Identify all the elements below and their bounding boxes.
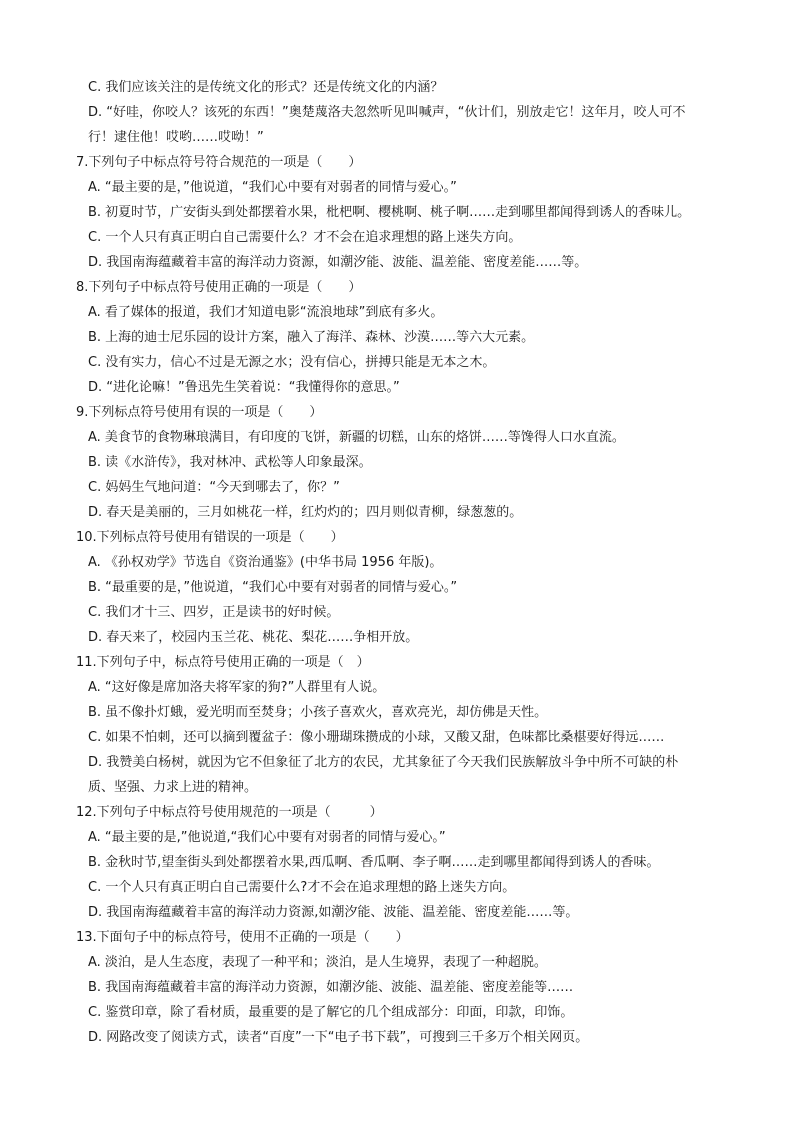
answer-option: C. 一个人只有真正明白自己需要什么?才不会在追求理想的路上迷失方向。 [88, 880, 516, 895]
question-stem: 8.下列句子中标点符号使用正确的一项是（ ） [76, 280, 362, 295]
answer-option: C. 没有实力，信心不过是无源之水；没有信心，拼搏只能是无本之木。 [88, 355, 496, 370]
answer-option: D. 我国南海蕴藏着丰富的海洋动力资源,如潮汐能、波能、温差能、密度差能……等。 [88, 905, 579, 920]
question-stem: 12.下列句子中标点符号使用规范的一项是（ ） [76, 805, 383, 820]
answer-option: D. 春天是美丽的，三月如桃花一样，红灼灼的；四月则似青柳，绿葱葱的。 [88, 505, 523, 520]
answer-option: B. 初夏时节，广安街头到处都摆着水果，枇杷啊、樱桃啊、桃子啊……走到哪里都闻得到诱人的香味儿。 [88, 205, 691, 220]
question-stem: 9.下列标点符号使用有误的一项是（ ） [76, 405, 323, 420]
answer-option: D. 网路改变了阅读方式，读者“百度”一下“电子书下载”，可搜到三千多万个相关网页。 [88, 1030, 589, 1045]
answer-option: B. 上海的迪士尼乐园的设计方案，融入了海洋、森林、沙漠……等六大元素。 [88, 330, 535, 345]
answer-option: A. 看了媒体的报道，我们才知道电影“流浪地球”到底有多火。 [88, 305, 444, 320]
answer-option: C. 如果不怕刺，还可以摘到覆盆子：像小珊瑚珠攒成的小球，又酸又甜，色味都比桑椹要好得远…… [88, 730, 665, 745]
answer-option: D. 春天来了，校园内玉兰花、桃花、梨花……争相开放。 [88, 630, 419, 645]
answer-option: A. “最主要的是,”他说道,“我们心中要有对弱者的同情与爱心。” [88, 830, 446, 845]
answer-option: D. “好哇，你咬人？该死的东西！”奥楚蔑洛夫忽然听见叫喊声，“伙计们，别放走它！这年月，咬人可不 [88, 105, 686, 120]
answer-option: D. 我国南海蕴藏着丰富的海洋动力资源，如潮汐能、波能、温差能、密度差能……等。 [88, 255, 588, 270]
answer-option: B. 金秋时节,望奎街头到处都摆着水果,西瓜啊、香瓜啊、李子啊……走到哪里都闻得到诱人的香味。 [88, 855, 660, 870]
answer-option: A. “这好像是席加洛夫将军家的狗?”人群里有人说。 [88, 680, 386, 695]
option-continuation: 质、坚强、力求上进的精神。 [88, 780, 258, 795]
answer-option: B. 我国南海蕴藏着丰富的海洋动力资源，如潮汐能、波能、温差能、密度差能等…… [88, 980, 574, 995]
answer-option: B. 读《水浒传》，我对林冲、武松等人印象最深。 [88, 455, 372, 470]
answer-option: B. “最重要的是，”他说道，“我们心中要有对弱者的同情与爱心。” [88, 580, 458, 595]
answer-option: A. 美食节的食物琳琅满目，有印度的飞饼，新疆的切糕，山东的烙饼……等馋得人口水直流。 [88, 430, 625, 445]
answer-option: D. 我赞美白杨树，就因为它不但象征了北方的农民，尤其象征了今天我们民族解放斗争中所不可缺的朴 [88, 755, 679, 770]
question-stem: 7.下列句子中标点符号符合规范的一项是（ ） [76, 155, 362, 170]
answer-option: B. 虽不像扑灯蛾，爱光明而至焚身；小孩子喜欢火，喜欢亮光，却仿佛是天性。 [88, 705, 548, 720]
answer-option: C. 我们才十三、四岁，正是读书的好时候。 [88, 605, 340, 620]
question-stem: 13.下面句子中的标点符号，使用不正确的一项是（ ） [76, 930, 409, 945]
answer-option: C. 我们应该关注的是传统文化的形式？还是传统文化的内涵？ [88, 80, 444, 95]
question-stem: 10.下列标点符号使用有错误的一项是（ ） [76, 530, 344, 545]
answer-option: C. 妈妈生气地问道：“今天到哪去了，你？” [88, 480, 340, 495]
option-continuation: 行！逮住他！哎哟……哎呦！” [88, 130, 264, 145]
question-stem: 11.下列句子中，标点符号使用正确的一项是（ ） [76, 655, 370, 670]
answer-option: A. “最主要的是，”他说道，“我们心中要有对弱者的同情与爱心。” [88, 180, 457, 195]
answer-option: C. 鉴赏印章，除了看材质，最重要的是了解它的几个组成部分：印面，印款，印饰。 [88, 1005, 574, 1020]
answer-option: A. 淡泊，是人生态度，表现了一种平和；淡泊，是人生境界，表现了一种超脱。 [88, 955, 547, 970]
answer-option: C. 一个人只有真正明白自己需要什么？才不会在追求理想的路上迷失方向。 [88, 230, 522, 245]
answer-option: A. 《孙权劝学》节选自《资治通鉴》(中华书局 1956 年版)。 [88, 555, 443, 570]
answer-option: D. “进化论嘛！”鲁迅先生笑着说：“我懂得你的意思。” [88, 380, 400, 395]
